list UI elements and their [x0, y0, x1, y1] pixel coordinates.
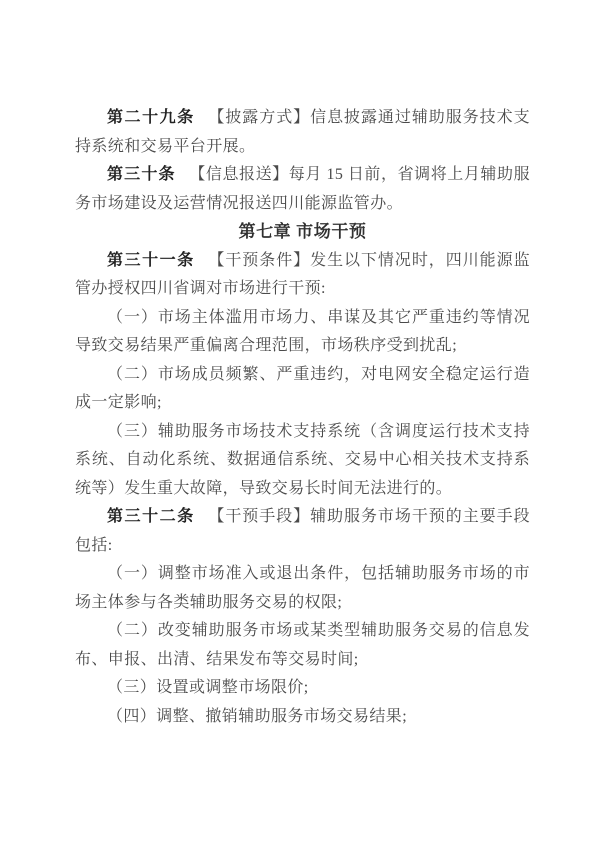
list-item-32-1: （一）调整市场准入或退出条件，包括辅助服务市场的市场主体参与各类辅助服务交易的权限; [75, 565, 530, 611]
article-text: 每月 15 日前，省调将上月辅助服务市场建设及运营情况报送四川能源监管办。 [75, 166, 530, 212]
chapter-heading: 第七章 市场干预 [238, 222, 367, 241]
article-paragraph-30 [75, 161, 530, 218]
article-text: 发生以下情况时，四川能源监管办授权四川省调对市场进行干预: [75, 251, 530, 297]
article-number: 第三十条 [107, 166, 176, 183]
list-item-31-1: （一）市场主体滥用市场力、串谋及其它严重违约等情况导致交易结果严重偏离合理范围，市场秩序受到扰乱; [75, 308, 530, 354]
article-label: 【干预条件】 [208, 251, 311, 269]
article-text: 辅助服务市场干预的主要手段包括: [75, 508, 530, 554]
list-item-31-3: （三）辅助服务市场技术支持系统（含调度运行技术支持系统、自动化系统、数据通信系统、交易中心相关技术支持系统等）发生重大故障，导致交易长时间无法进行的。 [75, 422, 530, 497]
list-item-31-2: （二）市场成员频繁、严重违约，对电网安全稳定运行造成一定影响; [75, 365, 530, 411]
list-item-32-4: （四）调整、撤销辅助服务市场交易结果; [107, 707, 408, 725]
article-label: 【披露方式】 [208, 109, 311, 126]
article-paragraph-32 [75, 503, 530, 560]
article-paragraph-29 [75, 104, 530, 161]
article-number: 第二十九条 [107, 109, 195, 126]
article-number: 第三十二条 [107, 508, 195, 525]
list-item-32-2: （二）改变辅助服务市场或某类型辅助服务交易的信息发布、申报、出清、结果发布等交易时间; [75, 622, 530, 668]
article-paragraph-31 [75, 247, 530, 304]
article-number: 第三十一条 [107, 251, 195, 269]
list-item-32-3: （三）设置或调整市场限价; [107, 679, 309, 696]
article-label: 【干预手段】 [208, 508, 311, 525]
article-label: 【信息报送】 [189, 166, 289, 183]
article-text: 信息披露通过辅助服务技术支持系统和交易平台开展。 [75, 109, 530, 155]
